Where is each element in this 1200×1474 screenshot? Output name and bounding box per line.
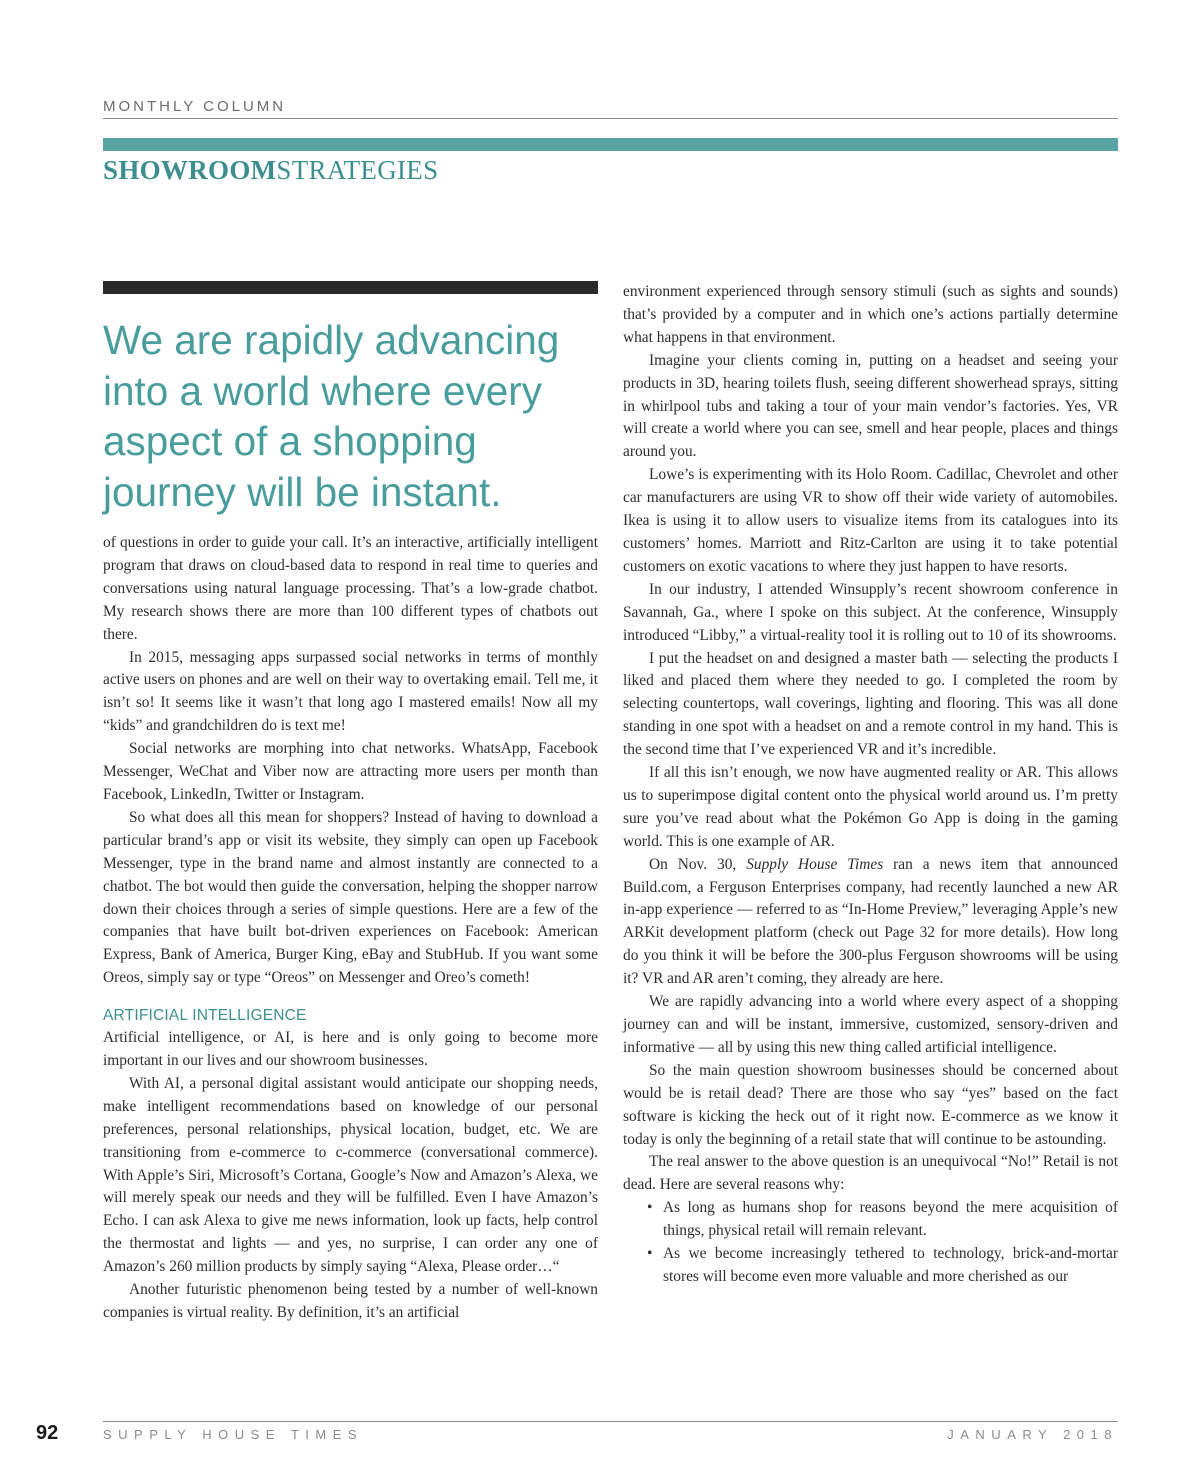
- header-divider: [103, 118, 1118, 119]
- list-item-text: As we become increasingly tethered to technology, brick-and-mortar stores will become even more valuable and more cherished as our: [663, 1245, 1118, 1285]
- column-kicker: MONTHLY COLUMN: [103, 98, 287, 115]
- article-column-left: [103, 532, 598, 1325]
- paragraph: I put the headset on and designed a master bath — selecting the products I liked and placed them where they needed to go. I completed the room by selecting countertops, wall coverings, lighting and flooring. This was all done standing in one spot with a headset on and a remote control in my hand. This is the second time that I’ve experienced VR and it’s incredible.: [623, 649, 1118, 759]
- section-title-regular: STRATEGIES: [276, 155, 439, 185]
- article-column-right: [623, 281, 1118, 1289]
- paragraph: [623, 854, 1118, 991]
- paragraph: environment experienced through sensory stimuli (such as sights and sounds) that’s provided by a computer and in which one’s actions partially determine what happens in that environment.: [623, 283, 1118, 346]
- paragraph: Lowe’s is experimenting with its Holo Room. Cadillac, Chevrolet and other car manufacturers are using VR to show off their wide variety of automobiles. Ikea is using it to allow users to visualize items from its catalogues into its customers’ homes. Marriott and Ritz-Carlton are using it to take potential customers on exotic vacations to where they just happen to have resorts.: [623, 466, 1118, 575]
- page-number: 92: [36, 1422, 59, 1444]
- subhead-artificial-intelligence: ARTIFICIAL INTELLIGENCE: [103, 1007, 307, 1025]
- section-title-bold: SHOWROOM: [103, 155, 277, 185]
- footer-publication: SUPPLY HOUSE TIMES: [103, 1427, 364, 1442]
- text-run: On Nov. 30,: [649, 855, 747, 873]
- paragraph: In our industry, I attended Winsupply’s recent showroom conference in Savannah, Ga., where I spoke on this subject. At the conference, Winsupply introduced “Libby,” a virtual-reality tool it is rolling out to 10 of its showrooms.: [623, 580, 1118, 644]
- paragraph: The real answer to the above question is an unequivocal “No!” Retail is not dead. Here are several reasons why:: [623, 1153, 1118, 1194]
- paragraph: In 2015, messaging apps surpassed social networks in terms of monthly active users on phones and are well on their way to overtaking email. Tell me, it isn’t so! It seems like it wasn’t that long ago I mastered emails! Now all my “kids” and grandchildren do is text me!: [103, 648, 598, 735]
- section-title: [103, 155, 438, 186]
- paragraph: So what does all this mean for shoppers? Instead of having to download a particular brand’s app or visit its website, they simply can open up Facebook Messenger, type in the brand name and almost instantly are connected to a chatbot. The bot would then guide the conversation, helping the shopper narrow down their choices through a series of simple questions. Here are a few of the companies that have built bot-driven experiences on Facebook: American Express, Bank of America, Burger King, eBay and StubHub. If you want some Oreos, simply say or type “Oreos” on Messenger and Oreo’s cometh!: [103, 808, 598, 987]
- publication-name: Supply House Times: [746, 855, 884, 873]
- list-item: [623, 1197, 1118, 1243]
- text-run: ran a news item that announced Build.com, a Ferguson Enterprises company, had recently launched a new AR in-app experience — referred to as “In-Home Preview,” leveraging Apple’s new ARKit development platform (check out Page 32 for more details). How long do you think it will be before the 300-plus Ferguson showrooms will be using it? VR and AR aren’t coming, they already are here.: [623, 855, 1118, 988]
- list-item: [623, 1243, 1118, 1289]
- pullquote: We are rapidly advancing into a world where every aspect of a shopping journey will be instant.: [103, 317, 560, 515]
- pullquote-bar: [103, 281, 598, 294]
- paragraph: Another futuristic phenomenon being tested by a number of well-known companies is virtual reality. By definition, it’s an artificial: [103, 1281, 598, 1321]
- paragraph: Artificial intelligence, or AI, is here and is only going to become more important in our lives and our showroom businesses.: [103, 1029, 598, 1070]
- footer-divider: [103, 1421, 1118, 1422]
- bullet-glyph: •: [647, 1245, 653, 1263]
- paragraph: We are rapidly advancing into a world where every aspect of a shopping journey can and will be instant, immersive, customized, sensory-driven and informative — all by using this new thing called artificial intelligence.: [623, 993, 1118, 1056]
- paragraph: Imagine your clients coming in, putting on a headset and seeing your products in 3D, hearing toilets flush, seeing different showerhead sprays, sitting in whirlpool tubs and taking a tour of your main vendor’s factories. Yes, VR will create a world where you can see, smell and hear people, places and things around you.: [623, 351, 1118, 461]
- reasons-list: [623, 1197, 1118, 1289]
- bullet-glyph: •: [647, 1199, 653, 1217]
- list-item-text: As long as humans shop for reasons beyond the mere acquisition of things, physical retail will remain relevant.: [663, 1199, 1118, 1240]
- footer-date: JANUARY 2018: [947, 1427, 1118, 1442]
- paragraph: If all this isn’t enough, we now have augmented reality or AR. This allows us to superimpose digital content onto the physical world around us. I’m pretty sure you’ve read about what the Pokémon Go App is doing in the gaming world. This is one example of AR.: [623, 764, 1118, 850]
- paragraph: So the main question showroom businesses should be concerned about would be is retail dead? There are those who say “yes” based on the fact software is kicking the heck out of it right now. E-commerce as we know it today is only the beginning of a retail state that will continue to be astounding.: [623, 1061, 1118, 1148]
- paragraph: Social networks are morphing into chat networks. WhatsApp, Facebook Messenger, WeChat and Viber now are attracting more users per month than Facebook, LinkedIn, Twitter or Instagram.: [103, 740, 598, 803]
- paragraph: With AI, a personal digital assistant would anticipate our shopping needs, make intelligent recommendations based on knowledge of our personal preferences, personal relationships, physical location, budget, etc. We are transitioning from e-commerce to c-commerce (conversational commerce). With Apple’s Siri, Microsoft’s Cortana, Google’s Now and Amazon’s Alexa, we will merely speak our needs and they will be fulfilled. Even I have Amazon’s Echo. I can ask Alexa to give me news information, look up facts, help control the thermostat and lights — and yes, no surprise, I can order any one of Amazon’s 260 million products by simply saying “Alexa, Please order…“: [103, 1074, 598, 1276]
- header-accent-bar: [103, 138, 1118, 151]
- paragraph: of questions in order to guide your call. It’s an interactive, artificially intelligent program that draws on cloud-based data to respond in real time to queries and conversations using natural language processing. That’s a low-grade chatbot. My research shows there are more than 100 different types of chatbots out there.: [103, 534, 598, 643]
